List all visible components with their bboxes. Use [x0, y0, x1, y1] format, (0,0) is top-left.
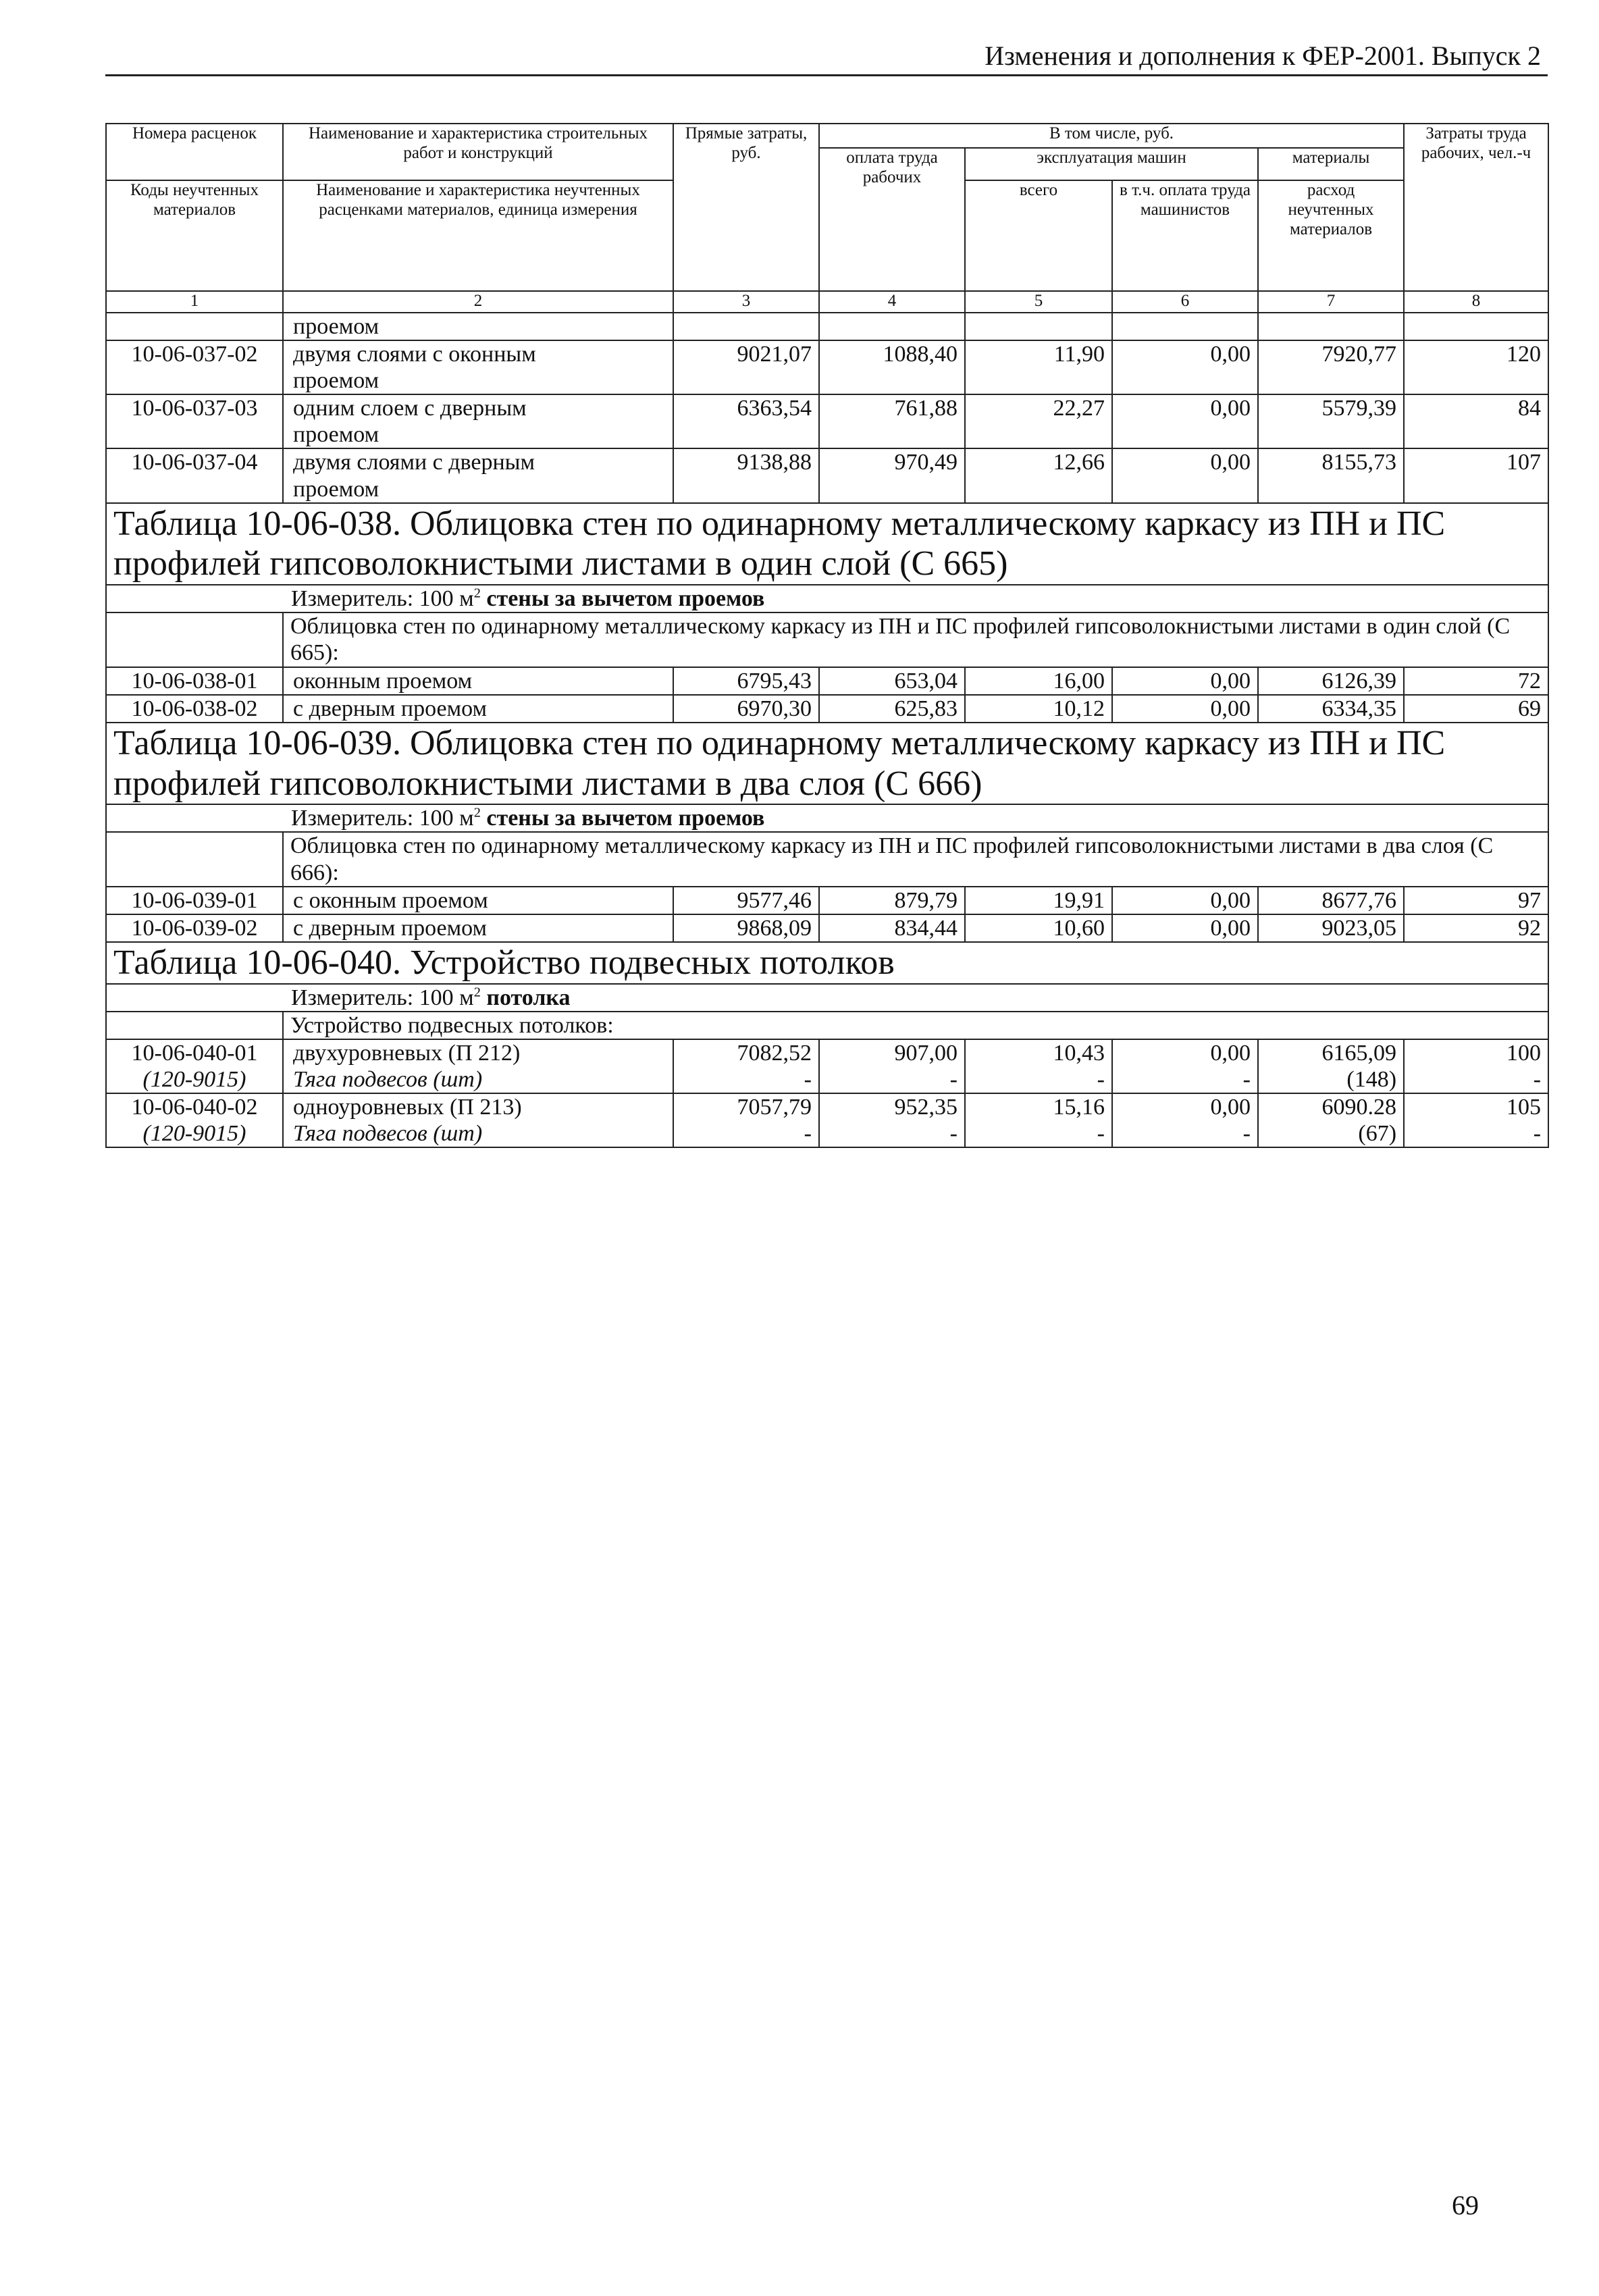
column-number: 8: [1404, 291, 1548, 313]
header-operator-pay: в т.ч. оплата труда машинистов: [1112, 180, 1258, 291]
table-caption-038: Таблица 10-06-038. Облицовка стен по одинарному металлическому каркасу из ПН и ПС профилей гипсоволокнистыми листами в один слой (С 665): [106, 503, 1548, 585]
table-row: 10-06-040-02 одноуровневых (П 213) 7057,79 952,35 15,16 0,00 6090.28 105: [106, 1093, 1548, 1120]
header-machines: эксплуатация машин: [965, 148, 1258, 180]
table-row: проемом: [106, 313, 1548, 340]
page-number: 69: [1452, 2190, 1479, 2220]
header-machines-total: всего: [965, 180, 1112, 291]
section-heading-038: Облицовка стен по одинарному металлическому каркасу из ПН и ПС профилей гипсоволокнистыми листами в один слой (С 665):: [283, 612, 1548, 667]
header-material-codes: Коды неучтенных материалов: [106, 180, 283, 291]
measure-unit-038: Измеритель: 100 $м^2$ стены за вычетом проемов: [283, 585, 1548, 612]
price-table: Номера расценок Наименование и характеристика строительных работ и конструкций Прямые затраты, руб. В том числе, руб. Затраты труда рабочих, чел.-ч оплата труда рабочих эксплуатация машин материалы Коды неучтенных материалов Наименование и характеристика неучтенных расценками материалов, единица измерения всего в т.ч. оплата труда машинистов расход неучтенных материалов 1 2 3 4 5 6 7 8 проемом 10-06-037-02 двумя слоями с оконным 9021,07 1088,40 11,90 0,00 7920,77 120 проемом 10-06-037-03 одним слоем с дверным 6363,54 761,88 22,27 0,00 5579,39 84 проемом 10-06-037-04 двумя слоями с дверным 9138,88 970,49 12,66 0,00 8155,73 107 проемом Таблица 10-06-038. Облицовка стен по одинарному металлическому каркасу из ПН и ПС профилей гипсоволокнистыми листами в один слой (С 665) Измеритель: 100 $м^2$ стены за вычетом проемов Облицовка стен по одинарному металлическому каркасу из ПН и ПС профилей гипсоволокнистыми листами в один слой (С 665): 10-06-038-01 оконным проемом 6795,43 653,04 16,00 0,00 6126,39 72 10-06-038-02 с дверным проемом 6970,30 625,83 10,12 0,00 6334,35 69 Таблица 10-06-039. Облицовка стен по одинарному металлическому каркасу из ПН и ПС профилей гипсоволокнистыми листами в два слоя (С 666) Измеритель: 100 $м^2$ стены за вычетом проемов Облицовка стен по одинарному металлическому каркасу из ПН и ПС профилей гипсоволокнистыми листами в два слоя (С 666): 10-06-039-01 с оконным проемом 9577,46 879,79 19,91 0,00 8677,76 97 10-06-039-02 с дверным проемом 9868,09 834,44 10,60 0,00 9023,05 92 Таблица 10-06-040. Устройство подвесных потолков Измеритель: 100 $м^2$ потолка Устройство подвесных потолков: 10-06-040-01 двухуровневых (П 212) 7082,52 907,00 10,43 0,00 6165,09 100 (120-9015) Тяга подвесов (шт) - - - - (148) - 10-06-040-02 одноуровневых (П 213) 7057,79 952,35 15,16 0,00 6090.28 105 (120-9015) Тяга подвесов (шт) - - - - (67) -: [105, 123, 1549, 1148]
column-number: 5: [965, 291, 1112, 313]
table-row: 10-06-040-01 двухуровневых (П 212) 7082,52 907,00 10,43 0,00 6165,09 100: [106, 1039, 1548, 1066]
header-materials: материалы: [1258, 148, 1404, 180]
table-caption-039: Таблица 10-06-039. Облицовка стен по одинарному металлическому каркасу из ПН и ПС профилей гипсоволокнистыми листами в два слоя (С 666): [106, 723, 1548, 805]
table-header-row: [106, 124, 1548, 148]
section-heading-040: Устройство подвесных потолков:: [283, 1012, 1548, 1039]
table-row: 10-06-038-01 оконным проемом 6795,43 653,04 16,00 0,00 6126,39 72: [106, 667, 1548, 695]
measure-unit-040: Измеритель: 100 $м^2$ потолка: [283, 984, 1548, 1012]
header-worker-pay: оплата труда рабочих: [819, 148, 965, 291]
material-row: (120-9015) Тяга подвесов (шт) - - - - (148) -: [106, 1066, 1548, 1093]
table-row: 10-06-037-03 одним слоем с дверным 6363,54 761,88 22,27 0,00 5579,39 84: [106, 394, 1548, 421]
column-number: 6: [1112, 291, 1258, 313]
section-heading-039: Облицовка стен по одинарному металлическому каркасу из ПН и ПС профилей гипсоволокнистыми листами в два слоя (С 666):: [283, 832, 1548, 886]
column-number: 4: [819, 291, 965, 313]
measure-unit-039: Измеритель: 100 $м^2$ стены за вычетом проемов: [283, 804, 1548, 832]
material-row: (120-9015) Тяга подвесов (шт) - - - - (67) -: [106, 1120, 1548, 1147]
header-title: Изменения и дополнения к ФЕР-2001. Выпуск 2: [985, 41, 1541, 71]
table-caption-040: Таблица 10-06-040. Устройство подвесных потолков: [106, 942, 1548, 984]
header-labor-hours: Затраты труда рабочих, чел.-ч: [1404, 124, 1548, 291]
column-number: 2: [283, 291, 673, 313]
table-row: 10-06-037-04 двумя слоями с дверным 9138,88 970,49 12,66 0,00 8155,73 107: [106, 448, 1548, 475]
header-material-usage: расход неучтенных материалов: [1258, 180, 1404, 291]
header-work-name: Наименование и характеристика строительных работ и конструкций: [283, 124, 673, 180]
table-row: 10-06-037-02 двумя слоями с оконным 9021,07 1088,40 11,90 0,00 7920,77 120: [106, 340, 1548, 367]
table-row: 10-06-038-02 с дверным проемом 6970,30 625,83 10,12 0,00 6334,35 69: [106, 695, 1548, 723]
header-material-name: Наименование и характеристика неучтенных расценками материалов, единица измерения: [283, 180, 673, 291]
column-number: 3: [673, 291, 819, 313]
header-direct-costs: Прямые затраты, руб.: [673, 124, 819, 291]
table-row: 10-06-039-01 с оконным проемом 9577,46 879,79 19,91 0,00 8677,76 97: [106, 887, 1548, 914]
column-numbers-row: [106, 291, 1548, 313]
header-rate-numbers: Номера расценок: [106, 124, 283, 180]
column-number: 1: [106, 291, 283, 313]
running-header: [105, 39, 1548, 76]
column-number: 7: [1258, 291, 1404, 313]
header-including-group: В том числе, руб.: [819, 124, 1404, 148]
table-row: 10-06-039-02 с дверным проемом 9868,09 834,44 10,60 0,00 9023,05 92: [106, 914, 1548, 942]
